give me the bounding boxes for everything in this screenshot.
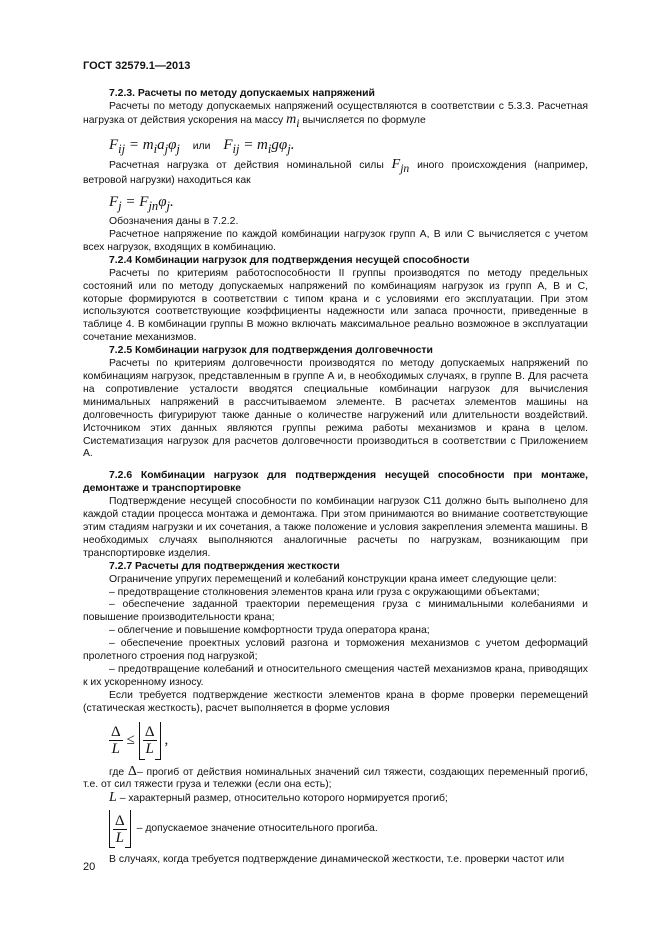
allowable-deflection-definition: $\frac{\Delta}{L}$ – допускаемое значение относительного прогиба. [109,808,588,850]
section-7-2-3-paragraph-1: Расчеты по методу допускаемых напряжений осуществляются в соответствии с 5.3.3. Расчетная нагрузка от действия ускорения на массу $m_i$ вычисляется по формуле [83,100,588,130]
where-L-definition: L – характерный размер, относительно которого нормируется прогиб; [109,790,448,806]
formula-nominal-force: $F_j = F_{jn}\varphi_j$. [109,194,174,214]
standard-header: ГОСТ 32579.1—2013 [83,60,191,72]
section-7-2-3-paragraph-2: Расчетная нагрузка от действия номинальной силы $F_{jn}$ иного происхождения (например, ветровой нагрузки) находиться как [83,156,588,187]
section-7-2-3-heading: 7.2.3. Расчеты по методу допускаемых напряжений [109,88,375,99]
formula-acceleration-load: $F_{ij} = m_ia_j\varphi_j$ или $F_{ij} = m_ig\varphi_j$. [109,136,295,156]
section-7-2-6-paragraph: Подтверждение несущей способности по комбинации нагрузок С11 должно быть выполнено для каждой стадии процесса монтажа и демонтажа. При этом принимаются во внимание соответствующие этим стадиям нагрузки и их сочетания, а также положение и условия закрепления элемента машины. В необходимых случаях выполняются аналогичные расчеты по нагрузкам, возникающим при транспортировке изделия. [83,496,588,559]
section-7-2-3-paragraph-3: Обозначения даны в 7.2.2. [109,216,239,228]
section-7-2-7-paragraph-2: Если требуется подтверждение жесткости элементов крана в форме проверки перемещений (статическая жесткость), расчет выполняется в форме условия [83,689,588,714]
section-7-2-6-heading: 7.2.6 Комбинации нагрузок для подтверждения несущей способности при монтаже, демонтаже и транспортировке [83,470,588,495]
goal-item: – предотвращение столкновения элементов крана или груза с окружающими объектами; [109,586,540,598]
where-delta-definition: где Δ– прогиб от действия номинальных значений сил тяжести, создающих переменный прогиб, т.е. от сил тяжести груза и тележки (если она есть); [83,763,588,791]
section-7-2-7-intro: Ограничение упругих перемещений и колебаний конструкции крана имеет следующие цели: [109,573,557,585]
stiffness-condition-formula: $\frac{\Delta}{L}$ ≤ $\frac{\Delta}{L}$ , [109,720,588,762]
document-body [83,88,588,867]
goal-item: – облегчение и повышение комфортности труда оператора крана; [109,625,430,637]
section-7-2-4-paragraph: Расчеты по критериям работоспособности II группы производятся по методу предельных состояний или по методу допускаемых напряжений по комбинациям нагрузок из групп А, В и С, которые формируются в соответствии с типом крана и с условиями его эксплуатации. При этом используются соответствующие коэффициенты надежности или запаса прочности, приведенные в таблице 4. В комбинации группы В можно включать максимальное реально возможное в эксплуатации сочетание механизмов. [83,267,588,344]
section-7-2-7-paragraph-3: В случаях, когда требуется подтверждение динамической жесткости, т.е. проверки частот или [109,854,565,866]
section-7-2-4-heading: 7.2.4 Комбинации нагрузок для подтверждения несущей способности [109,254,470,266]
mass-symbol: $m_i$ [286,111,300,130]
section-7-2-7-heading: 7.2.7 Расчеты для подтверждения жесткости [109,560,340,572]
goal-item: – обеспечение заданной траектории перемещения груза с минимальными колебаниями и повышение производительности крана; [83,599,588,624]
section-7-2-3-paragraph-4: Расчетное напряжение по каждой комбинации нагрузок групп А, В или С вычисляется с учетом всех нагрузок, входящих в комбинацию. [83,229,588,253]
goal-item: – предотвращение колебаний и относительного смещения частей механизмов крана, приводящих к их ускоренному износу. [83,663,588,688]
page-number: 20 [83,861,96,873]
goal-item: – обеспечение проектных условий разгона и торможения механизмов с учетом деформаций пролетного строения под нагрузкой; [83,638,588,663]
section-7-2-5-paragraph: Расчеты по критериям долговечности производятся по методу допускаемых напряжений по комбинациям нагрузок, представленным в группе А и, в необходимых случаях, в группе В. Для расчета на сопротивление усталости вводятся специальные комбинации нагрузок для вычисления минимальных напряжений в рассчитываемом элементе. В расчетах элементов машины на долговечность фигурируют также данные о количестве нагружений или длительности воздействий. Источником этих данных являются группы режима работы механизмов и крана в целом. Систематизация нагрузок для расчетов долговечности производиться в соответствии с Приложением А. [83,358,588,460]
section-7-2-5-heading: 7.2.5 Комбинации нагрузок для подтверждения долговечности [109,345,433,357]
